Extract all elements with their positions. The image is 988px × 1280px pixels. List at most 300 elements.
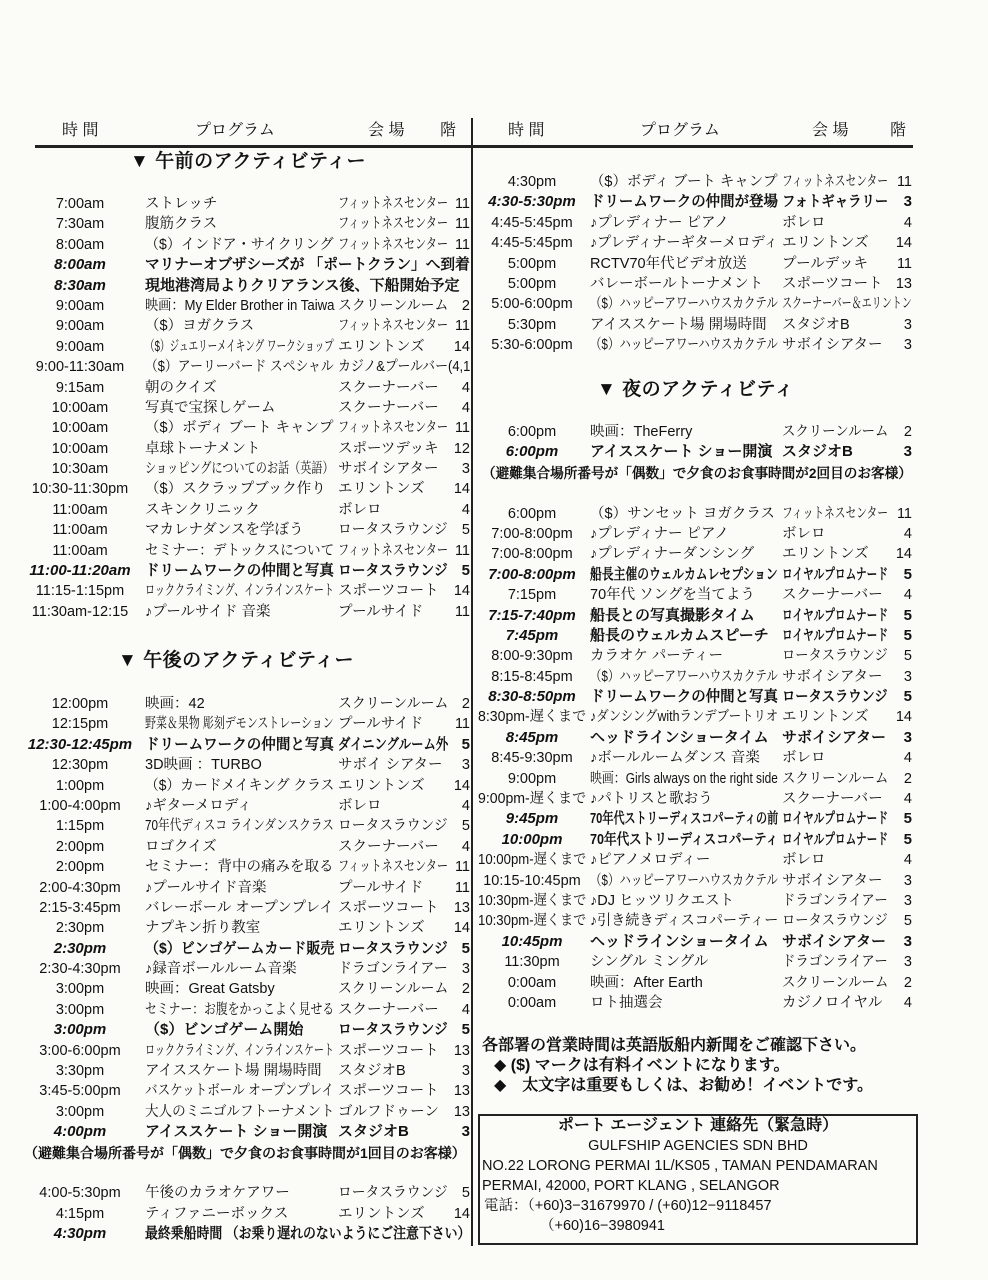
event-program [145, 837, 334, 857]
event-program [145, 316, 334, 336]
event-time [20, 755, 140, 775]
event-venue-text: プールサイド [338, 603, 424, 620]
event-venue-text: フィットネスセンター [338, 216, 449, 233]
event-venue [338, 735, 448, 755]
event-program-text: ドリームワークの仲間と写真 [145, 735, 334, 753]
event-deck [890, 192, 912, 212]
event-deck [890, 769, 912, 789]
event-time-text: 2:00-4:30pm [39, 879, 121, 896]
event-deck-text: 11 [454, 216, 470, 233]
event-venue-text: ロイヤルプロムナード [782, 626, 889, 644]
event-deck-text: 5 [461, 735, 470, 753]
event-time [20, 837, 140, 857]
event-venue [782, 707, 888, 727]
event-program [590, 748, 778, 768]
event-time-text: 5:00pm [507, 275, 557, 292]
event-deck [450, 714, 470, 734]
event-program-text: セミナー：デトックスについて [145, 542, 335, 559]
event-program [145, 500, 334, 520]
event-deck-text: 5 [461, 818, 470, 835]
event-deck [890, 254, 912, 274]
event-program [590, 565, 778, 585]
event-deck [890, 504, 912, 524]
event-program [590, 233, 778, 253]
event-venue [338, 1102, 448, 1122]
event-venue-text: ロイヤルプロムナード [782, 830, 889, 848]
event-deck [890, 850, 912, 870]
event-deck-text: 5 [903, 810, 912, 828]
event-deck-text: 3 [903, 892, 912, 909]
event-program-text: 腹筋クラス [145, 216, 218, 233]
event-deck-text: 5 [903, 648, 912, 665]
event-time [478, 626, 586, 646]
event-time [20, 276, 140, 296]
event-time [20, 816, 140, 836]
event-venue [782, 973, 888, 993]
event-time-text: 10:30pm-遅くまで [478, 913, 587, 930]
event-time [20, 796, 140, 816]
event-venue [338, 694, 448, 714]
event-program-text: ♪録音ボールルーム音楽 [145, 961, 297, 978]
event-deck [890, 565, 912, 585]
event-program-text: 午後のカラオケアワー [145, 1185, 290, 1202]
event-time [20, 1041, 140, 1061]
section-heading-morning: ▼ 午前のアクティビティー [130, 151, 366, 172]
event-time-text: 8:00am [54, 256, 106, 274]
event-venue-text: ロータスラウンジ [338, 562, 448, 580]
event-program [590, 789, 778, 809]
event-time-text: 10:45pm [501, 932, 563, 950]
event-time [478, 504, 586, 524]
event-time [478, 748, 586, 768]
event-program [590, 294, 778, 314]
event-venue [782, 646, 888, 666]
event-venue [338, 755, 448, 775]
event-venue [782, 233, 888, 253]
event-deck-text: 3 [903, 954, 912, 971]
event-program-text: （$）ボディ ブート キャンプ [145, 420, 334, 437]
event-time-text: 7:15pm [507, 587, 557, 604]
event-program [145, 1102, 334, 1122]
event-time [478, 993, 586, 1013]
section-heading-afternoon: ▼ 午後のアクティビティー [118, 650, 354, 671]
event-deck [450, 541, 470, 561]
event-deck-text: 11 [454, 879, 470, 896]
event-deck [450, 918, 470, 938]
event-time [478, 254, 586, 274]
event-time-text: 11:00am [52, 542, 108, 559]
event-venue-text: フィットネスセンター [782, 505, 889, 522]
event-program [145, 541, 334, 561]
event-program-text: （$）インドア・サイクリング [145, 236, 334, 253]
event-program [590, 871, 778, 891]
event-program-text: （$）サンセット ヨガクラス [590, 505, 775, 522]
event-program-text: 卓球トーナメント [145, 440, 261, 457]
event-time-text: 0:00am [507, 974, 557, 991]
event-deck [890, 315, 912, 335]
event-deck-text: 4 [903, 791, 912, 808]
note-bold: ◆ 太文字は重要もしくは、お勧め！イベントです。 [494, 1077, 874, 1094]
event-program-text: ストレッチ [145, 196, 218, 212]
event-deck [890, 274, 912, 294]
event-deck [890, 606, 912, 626]
event-deck [450, 857, 470, 877]
event-time [20, 857, 140, 877]
event-program-text: ヘッドラインショータイム [590, 932, 769, 950]
event-deck [450, 939, 470, 959]
note [482, 463, 912, 483]
event-program [145, 214, 334, 234]
event-venue [782, 932, 888, 952]
event-program [145, 235, 334, 255]
event-venue-text: スポーツコート [782, 275, 883, 292]
event-time [478, 524, 586, 544]
event-deck-text: 2 [903, 424, 912, 440]
event-deck [450, 439, 470, 459]
event-deck-text: 14 [453, 583, 470, 600]
event-program [145, 735, 334, 755]
event-time [478, 315, 586, 335]
event-deck-text: 3 [903, 668, 912, 685]
event-venue-text: スクーナーバー [782, 587, 883, 604]
event-deck-text: 4 [461, 1001, 470, 1018]
event-deck [450, 694, 470, 714]
event-deck [450, 755, 470, 775]
event-venue-text: フィットネスセンター [782, 174, 889, 190]
event-venue [782, 585, 888, 605]
event-program-text: バスケットボール オープンプレイ [145, 1083, 334, 1100]
event-venue-text: ロータスラウンジ [338, 818, 448, 835]
event-time [478, 422, 586, 442]
event-time-text: 11:30pm [504, 954, 560, 971]
event-venue-text: ロイヤルプロムナード [782, 606, 889, 624]
event-venue [338, 418, 448, 438]
event-program [145, 939, 334, 959]
event-deck-text: 3 [461, 961, 470, 978]
event-program-text: マリナーオブザシーズが 「ポートクラン」へ到着 [145, 256, 470, 274]
event-program-text: （$）ビンゴゲーム開始 [145, 1021, 304, 1039]
event-venue [338, 878, 448, 898]
event-venue [782, 213, 888, 233]
event-time [20, 959, 140, 979]
event-program [145, 439, 334, 459]
event-deck-text: 4 [461, 501, 470, 518]
event-time-text: 4:15pm [55, 1205, 105, 1222]
event-program-text: ロッククライミング、インラインスケート [145, 1042, 334, 1059]
event-venue [782, 565, 888, 585]
event-deck [450, 796, 470, 816]
event-time-text: 4:45-5:45pm [491, 214, 573, 231]
event-venue [782, 335, 888, 355]
event-time [20, 337, 140, 357]
event-deck-text: 14 [895, 546, 912, 563]
event-program-text: ♪プレディナーダンシング [590, 546, 755, 563]
event-time-text: 6:00pm [505, 443, 559, 461]
event-venue-text: ボレロ [338, 797, 382, 814]
event-deck-text: 5 [903, 626, 912, 644]
column-divider [471, 118, 473, 1246]
event-venue [338, 1122, 448, 1142]
event-venue-text: スクーナーバー [338, 399, 439, 416]
event-deck-text: 4 [903, 587, 912, 604]
event-time [20, 296, 140, 316]
event-program [590, 830, 778, 850]
event-venue [782, 504, 888, 524]
event-program [145, 602, 334, 622]
event-venue [338, 439, 448, 459]
event-venue-text: ロータスラウンジ [782, 913, 888, 930]
event-deck-text: 14 [453, 481, 470, 498]
event-venue [338, 1041, 448, 1061]
event-program [145, 1061, 334, 1081]
event-deck-text: 4 [903, 994, 912, 1011]
event-deck-text: 11 [454, 196, 470, 212]
event-time-text: 7:00-8:00pm [491, 525, 573, 542]
event-program [590, 544, 778, 564]
event-time-text: 5:30pm [507, 316, 557, 333]
event-program [145, 378, 334, 398]
event-time [478, 850, 586, 870]
event-time [20, 1224, 140, 1244]
event-venue-text: ダイニングルーム外 [338, 735, 449, 753]
col-header-venue: 会 場 [368, 122, 405, 139]
event-deck-text: 13 [453, 1103, 470, 1120]
event-program-text: 映画：TheFerry [590, 424, 693, 440]
note-paid: ◆ ($) マークは有料イベントになります。 [494, 1057, 790, 1074]
event-deck [450, 398, 470, 418]
event-venue-text: ドラゴンライアー [782, 892, 888, 909]
event-program [145, 714, 334, 734]
event-time-text: 2:00pm [55, 838, 105, 855]
event-program-text: 70年代ディスコ ラインダンスクラス [145, 818, 334, 835]
event-program [145, 418, 334, 438]
event-time-text: 10:30-11:30pm [31, 481, 129, 498]
event-venue [338, 918, 448, 938]
event-deck-text: 12 [453, 440, 470, 457]
event-time-text: 9:15am [55, 379, 105, 396]
event-program-text: 70年代ストリーディスコパーティ [590, 830, 779, 848]
event-time [20, 918, 140, 938]
event-time-text: 9:00-11:30am [35, 359, 125, 376]
event-deck [450, 378, 470, 398]
event-program [145, 459, 334, 479]
event-program-text: ♪プレディナーギターメロディ [590, 235, 778, 252]
event-venue-text: スクリーンルーム [782, 424, 889, 440]
event-program-text: ♪パトリスと歌おう [590, 791, 713, 808]
event-deck-text: 3 [903, 932, 912, 950]
event-program [145, 816, 334, 836]
event-deck [450, 459, 470, 479]
event-venue [782, 748, 888, 768]
notes [482, 1036, 912, 1096]
agent-address-1: NO.22 LORONG PERMAI 1L/KS05 , TAMAN PENDAMARAN [482, 1158, 878, 1174]
event-time-text: 10:30am [51, 461, 109, 478]
event-program-text: 現地港湾局よりクリアランス後、下船開始予定 [145, 276, 460, 294]
event-program [590, 254, 778, 274]
event-venue-text: スポーツコート [338, 899, 439, 916]
event-program-text: （$）ハッピーアワーハウスカクテル [590, 296, 778, 313]
event-venue-text: サボイシアター [782, 872, 883, 889]
event-venue-text: ボレロ [782, 750, 826, 767]
event-deck-text: 4 [903, 750, 912, 767]
agent-phone-1: 電話：（+60)3−31679970 / (+60)12−9118457 [484, 1198, 772, 1214]
event-time [478, 728, 586, 748]
event-venue-text: サボイシアター [782, 728, 886, 746]
event-deck [890, 809, 912, 829]
event-venue [782, 830, 888, 850]
event-program-text: 映画：42 [145, 696, 205, 712]
event-program-text: ♪ピアノメロディー [590, 852, 711, 869]
event-deck [450, 1020, 470, 1040]
event-time-text: 12:00pm [51, 696, 109, 712]
event-deck-text: 5 [461, 522, 470, 539]
event-time [20, 378, 140, 398]
event-program-text: 70年代ストリーディスコパーティの前 [590, 810, 779, 828]
event-time-text: 9:00pm-遅くまで [478, 791, 587, 808]
event-venue [338, 602, 448, 622]
event-program-text: 3D映画 ：TURBO [145, 757, 262, 774]
event-venue [782, 769, 888, 789]
event-time [20, 979, 140, 999]
event-venue [782, 667, 888, 687]
event-program-text: ♪ギターメロディ [145, 797, 252, 814]
event-time [478, 769, 586, 789]
col-header-program: プログラム [195, 122, 275, 139]
event-time [20, 398, 140, 418]
event-time [20, 735, 140, 755]
event-program-text: ♪ダンシングwithランデブートリオ [590, 709, 779, 726]
event-time-text: 10:00am [51, 420, 109, 437]
event-time-text: 3:00pm [55, 1103, 105, 1120]
event-time-text: 4:30pm [53, 1225, 107, 1243]
event-time-text: 8:30am [54, 276, 106, 294]
event-deck [890, 748, 912, 768]
event-deck-text: 11 [454, 716, 470, 733]
event-program [145, 1081, 334, 1101]
event-deck [890, 687, 912, 707]
event-venue-text: プールサイド [338, 716, 424, 733]
event-venue [338, 1183, 448, 1203]
event-time-text: 10:30pm-遅くまで [478, 892, 587, 909]
event-venue [782, 294, 912, 314]
event-time [20, 1102, 140, 1122]
event-deck [450, 296, 470, 316]
event-time [478, 932, 586, 952]
event-time [20, 479, 140, 499]
event-venue-text: ロータスラウンジ [338, 1021, 448, 1039]
event-venue-text: スポーツデッキ [338, 440, 439, 457]
event-time [478, 707, 586, 727]
event-deck-text: 3 [903, 872, 912, 889]
event-venue-text: スポーツコート [338, 583, 439, 600]
event-venue [782, 789, 888, 809]
event-time-text: 3:30pm [55, 1063, 105, 1080]
event-time [478, 973, 586, 993]
event-deck-text: 11 [896, 505, 912, 522]
event-program-text: 船長のウェルカムスピーチ [590, 626, 769, 644]
event-deck [450, 959, 470, 979]
event-time [20, 459, 140, 479]
event-deck-text: 5 [903, 913, 912, 930]
event-venue [338, 979, 448, 999]
col-header-time: 時 間 [508, 122, 545, 139]
event-deck [450, 1183, 470, 1203]
event-deck-text: 5 [461, 1185, 470, 1202]
event-program-text: ♪プレディナー ピアノ [590, 525, 729, 542]
event-program-text: ♪DJ ヒッツリクエスト [590, 892, 734, 909]
event-program-text: セミナー：お腹をかっこよく見せる [145, 1001, 335, 1018]
event-venue [338, 857, 448, 877]
event-deck-text: 4 [903, 852, 912, 869]
event-venue-text: スタジオB [782, 443, 853, 461]
event-time [478, 871, 586, 891]
event-time-text: 11:00-11:20am [29, 562, 131, 580]
event-venue-text: スクリーンルーム [782, 974, 889, 991]
event-program-text: ナプキン折り教室 [145, 920, 261, 937]
note-text: （避難集合場所番号が「偶数」で夕食のお食事時間が1回目のお客様） [24, 1144, 466, 1161]
event-deck [890, 626, 912, 646]
event-time-text: 12:30-12:45pm [27, 735, 133, 753]
event-time [20, 1204, 140, 1224]
event-program [145, 398, 334, 418]
event-time [478, 646, 586, 666]
event-program-text: 最終乗船時間 （お乗り遅れのないようにご注意下さい） [145, 1225, 471, 1243]
event-deck [450, 776, 470, 796]
event-venue [338, 1081, 448, 1101]
event-deck-text: 5 [903, 830, 912, 848]
event-venue [782, 254, 888, 274]
event-venue-text: ボレロ [782, 214, 826, 231]
event-time-text: 8:00am [55, 236, 105, 253]
event-venue-text: スクーナーバー [782, 791, 883, 808]
event-time [478, 667, 586, 687]
event-time-text: 8:30pm-遅くまで [478, 709, 587, 726]
event-venue [782, 687, 888, 707]
event-time-text: 10:15-10:45pm [483, 872, 581, 889]
event-venue [338, 1000, 448, 1020]
event-time-text: 1:00-4:00pm [39, 797, 121, 814]
event-venue-text: フィットネスセンター [338, 318, 449, 335]
event-venue-text: フィットネスセンター [338, 859, 449, 876]
event-deck [450, 194, 470, 214]
event-program-text: ♪プールサイド音楽 [145, 879, 267, 896]
event-program [145, 1122, 334, 1142]
event-time-text: 11:00am [52, 522, 108, 539]
event-deck [890, 422, 912, 442]
event-deck-text: 3 [903, 337, 912, 354]
event-venue-text: ロイヤルプロムナード [782, 810, 889, 828]
event-time-text: 11:00am [52, 501, 108, 518]
event-time [478, 789, 586, 809]
event-time-text: 7:00-8:00pm [488, 565, 576, 583]
event-time-text: 9:00pm [507, 770, 557, 787]
event-venue-text: サボイシアター [782, 337, 883, 354]
event-program [590, 973, 778, 993]
event-time [478, 565, 586, 585]
event-venue [782, 524, 888, 544]
col-header-time: 時 間 [62, 122, 99, 139]
event-time [20, 561, 140, 581]
event-deck-text: 5 [903, 688, 912, 706]
event-deck [450, 898, 470, 918]
event-time [478, 585, 586, 605]
event-venue [338, 816, 448, 836]
event-venue-text: フィットネスセンター [338, 236, 449, 253]
event-venue [782, 442, 888, 462]
event-deck-text: 3 [461, 757, 470, 774]
event-deck [450, 316, 470, 336]
event-deck [450, 837, 470, 857]
